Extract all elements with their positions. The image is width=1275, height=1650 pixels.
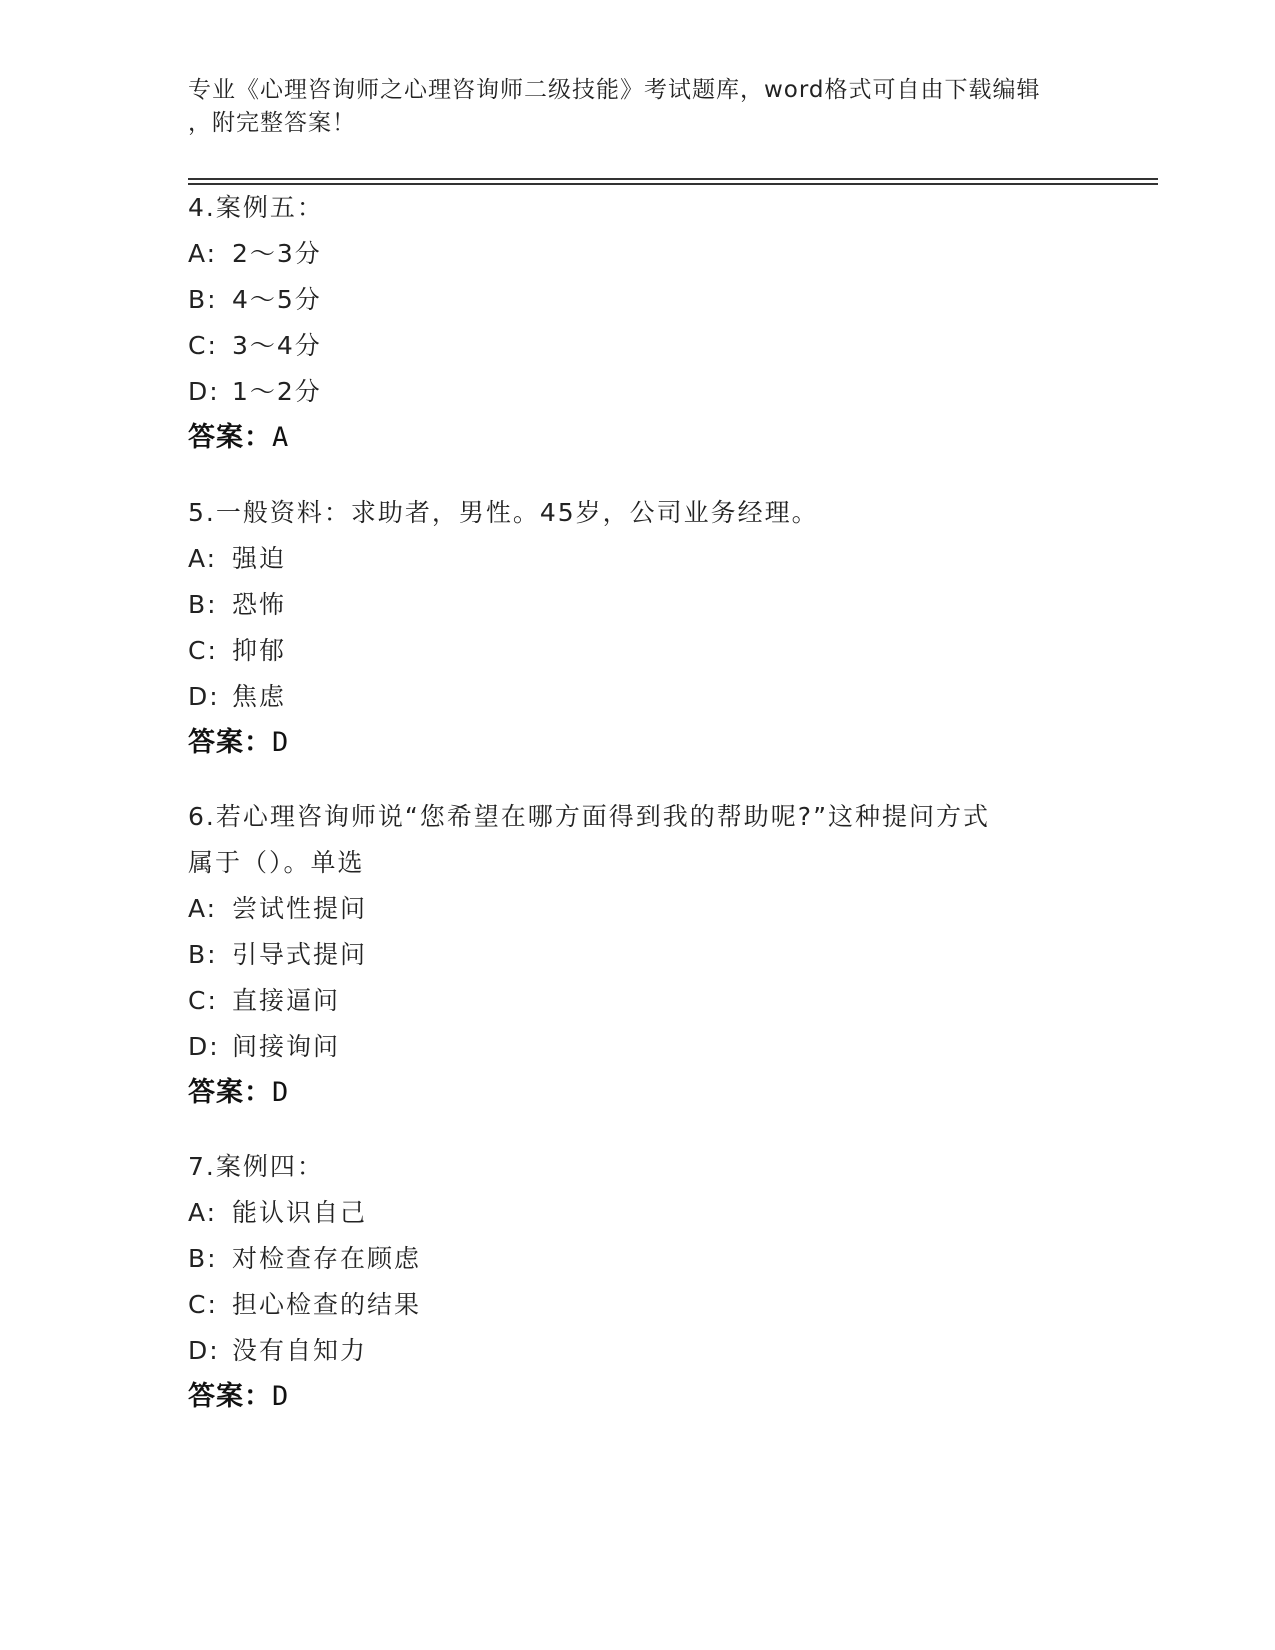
option-key: A: — [188, 1198, 218, 1227]
option-text: 对检查存在顾虑 — [232, 1244, 422, 1273]
option-key: D: — [188, 1336, 220, 1365]
option-key: D: — [188, 1032, 220, 1061]
option-a — [188, 231, 1108, 277]
option-key: B: — [188, 940, 218, 969]
option-key: C: — [188, 331, 218, 360]
option-b — [188, 582, 1108, 628]
answer-label: 答案： — [188, 422, 272, 453]
option-key: A: — [188, 894, 218, 923]
option-text: 2～3分 — [232, 239, 322, 268]
option-text: 没有自知力 — [232, 1336, 368, 1365]
header-divider-top — [188, 178, 1158, 180]
option-text: 能认识自己 — [232, 1198, 368, 1227]
option-c — [188, 1282, 1108, 1328]
option-key: C: — [188, 986, 218, 1015]
answer-value: D — [272, 1077, 290, 1108]
document-header — [188, 74, 1088, 140]
option-d — [188, 1024, 1108, 1070]
option-key: A: — [188, 239, 218, 268]
option-text: 抑郁 — [232, 636, 287, 665]
option-text: 尝试性提问 — [232, 894, 368, 923]
answer-line — [188, 720, 1108, 766]
option-text: 直接逼问 — [232, 986, 341, 1015]
option-key: C: — [188, 636, 218, 665]
answer-label: 答案： — [188, 1381, 272, 1412]
option-a — [188, 1190, 1108, 1236]
answer-value: A — [272, 422, 290, 453]
option-a — [188, 536, 1108, 582]
answer-line — [188, 1070, 1108, 1116]
option-b — [188, 1236, 1108, 1282]
question-block — [188, 1144, 1108, 1420]
option-text: 恐怖 — [232, 590, 287, 619]
option-text: 间接询问 — [232, 1032, 341, 1061]
option-key: B: — [188, 590, 218, 619]
option-text: 4～5分 — [232, 285, 322, 314]
option-text: 引导式提问 — [232, 940, 368, 969]
header-title-continuation: ，附完整答案！ — [188, 110, 356, 136]
option-text: 3～4分 — [232, 331, 322, 360]
answer-line — [188, 415, 1108, 461]
option-key: B: — [188, 1244, 218, 1273]
option-c — [188, 978, 1108, 1024]
question-stem: 6.若心理咨询师说“您希望在哪方面得到我的帮助呢?”这种提问方式 — [188, 802, 991, 831]
answer-label: 答案： — [188, 727, 272, 758]
option-d — [188, 369, 1108, 415]
option-key: C: — [188, 1290, 218, 1319]
question-stem: 4.案例五： — [188, 193, 324, 222]
option-d — [188, 1328, 1108, 1374]
option-b — [188, 932, 1108, 978]
option-key: D: — [188, 682, 220, 711]
option-a — [188, 886, 1108, 932]
answer-line — [188, 1374, 1108, 1420]
answer-label: 答案： — [188, 1077, 272, 1108]
option-text: 焦虑 — [232, 682, 287, 711]
option-text: 担心检查的结果 — [232, 1290, 422, 1319]
option-text: 1～2分 — [232, 377, 322, 406]
answer-value: D — [272, 727, 290, 758]
option-key: D: — [188, 377, 220, 406]
question-block — [188, 185, 1108, 461]
question-stem-continuation: 属于（）。单选 — [188, 848, 365, 877]
option-text: 强迫 — [232, 544, 287, 573]
question-block — [188, 794, 1108, 1116]
option-d — [188, 674, 1108, 720]
question-block — [188, 490, 1108, 766]
option-c — [188, 628, 1108, 674]
option-c — [188, 323, 1108, 369]
answer-value: D — [272, 1381, 290, 1412]
question-stem: 7.案例四： — [188, 1152, 324, 1181]
question-stem: 5.一般资料：求助者，男性。45岁，公司业务经理。 — [188, 498, 819, 527]
option-key: B: — [188, 285, 218, 314]
header-title-line: 专业《心理咨询师之心理咨询师二级技能》考试题库，word格式可自由下载编辑 — [188, 77, 1041, 103]
option-key: A: — [188, 544, 218, 573]
option-b — [188, 277, 1108, 323]
